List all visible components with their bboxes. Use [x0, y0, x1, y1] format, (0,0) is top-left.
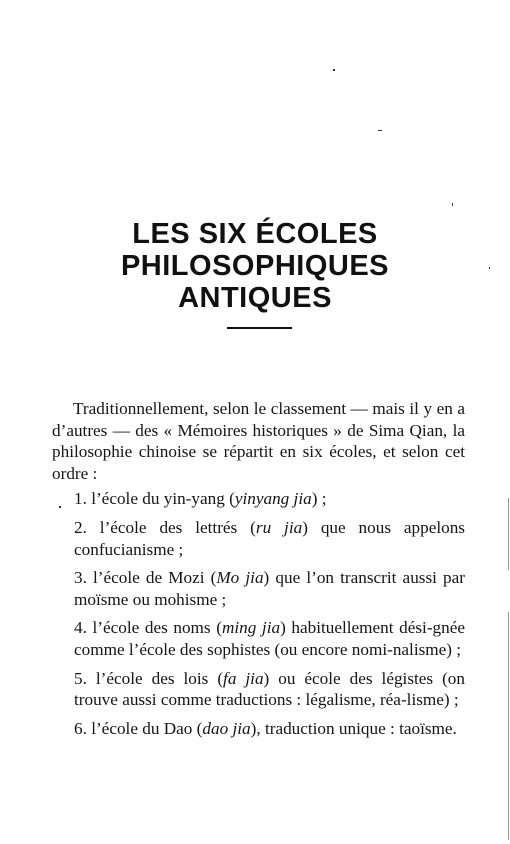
- item-text-end: ) que nous appelons confucianisme ;: [74, 517, 465, 559]
- item-text: l’école du yin-yang (: [91, 489, 235, 509]
- item-number: 4.: [74, 618, 87, 638]
- item-text-end: ) habituellement dési-gnée comme l’école des sophistes (ou encore nomi-nalisme) ;: [74, 618, 465, 659]
- scan-speck: [333, 69, 335, 71]
- item-number: 1.: [74, 489, 87, 509]
- chinese-term: yinyang jia: [234, 489, 312, 509]
- scan-speck: [378, 130, 382, 131]
- list-item: [52, 718, 465, 740]
- item-number: 3.: [74, 568, 87, 588]
- title-divider: [227, 327, 292, 329]
- list-item: [52, 517, 465, 560]
- item-text-end: ), traduction unique : taoïsme.: [250, 718, 457, 738]
- item-text: l’école des noms (: [92, 618, 222, 638]
- page-edge-line: [508, 612, 509, 840]
- item-text: l’école de Mozi (: [93, 568, 217, 588]
- list-item: [52, 668, 465, 711]
- item-number: 5.: [74, 668, 87, 688]
- chinese-term: ru jia: [255, 517, 303, 537]
- chapter-title: [0, 218, 510, 314]
- schools-list: [52, 488, 465, 739]
- list-item: [52, 488, 465, 510]
- item-text-end: ) que l’on transcrit aussi par moïsme ou mohisme ;: [74, 568, 466, 609]
- chinese-term: fa jia: [223, 668, 264, 688]
- chinese-term: Mo jia: [216, 568, 264, 588]
- item-text: l’école des lettrés (: [99, 517, 256, 537]
- item-text: l’école des lois (: [95, 668, 224, 688]
- chapter-title-line-3: ANTIQUES: [178, 282, 332, 314]
- chapter-title-line-1: LES SIX ÉCOLES: [132, 218, 378, 250]
- scan-speck: [452, 203, 453, 206]
- chinese-term: dao jia: [202, 718, 251, 738]
- list-item: [52, 617, 465, 660]
- item-text: l’école du Dao (: [91, 718, 203, 738]
- intro-paragraph: Traditionnellement, selon le classement — mais il y en a d’autres — des « Mémoires historiques » de Sima Qian, la philosophie chinoise se répartit en six écoles, et selon cet ordre :: [52, 399, 465, 483]
- page-edge-line: [508, 498, 509, 570]
- item-text-end: ) ou école des légistes (on trouve aussi comme traductions : légalisme, réa-lisme) ;: [74, 668, 465, 710]
- item-number: 2.: [74, 517, 87, 537]
- body-text: [52, 398, 465, 746]
- item-number: 6.: [74, 718, 87, 738]
- list-item: [52, 567, 465, 610]
- chinese-term: ming jia: [221, 618, 281, 638]
- chapter-title-line-2: PHILOSOPHIQUES: [120, 250, 390, 282]
- item-text-end: ) ;: [311, 489, 327, 509]
